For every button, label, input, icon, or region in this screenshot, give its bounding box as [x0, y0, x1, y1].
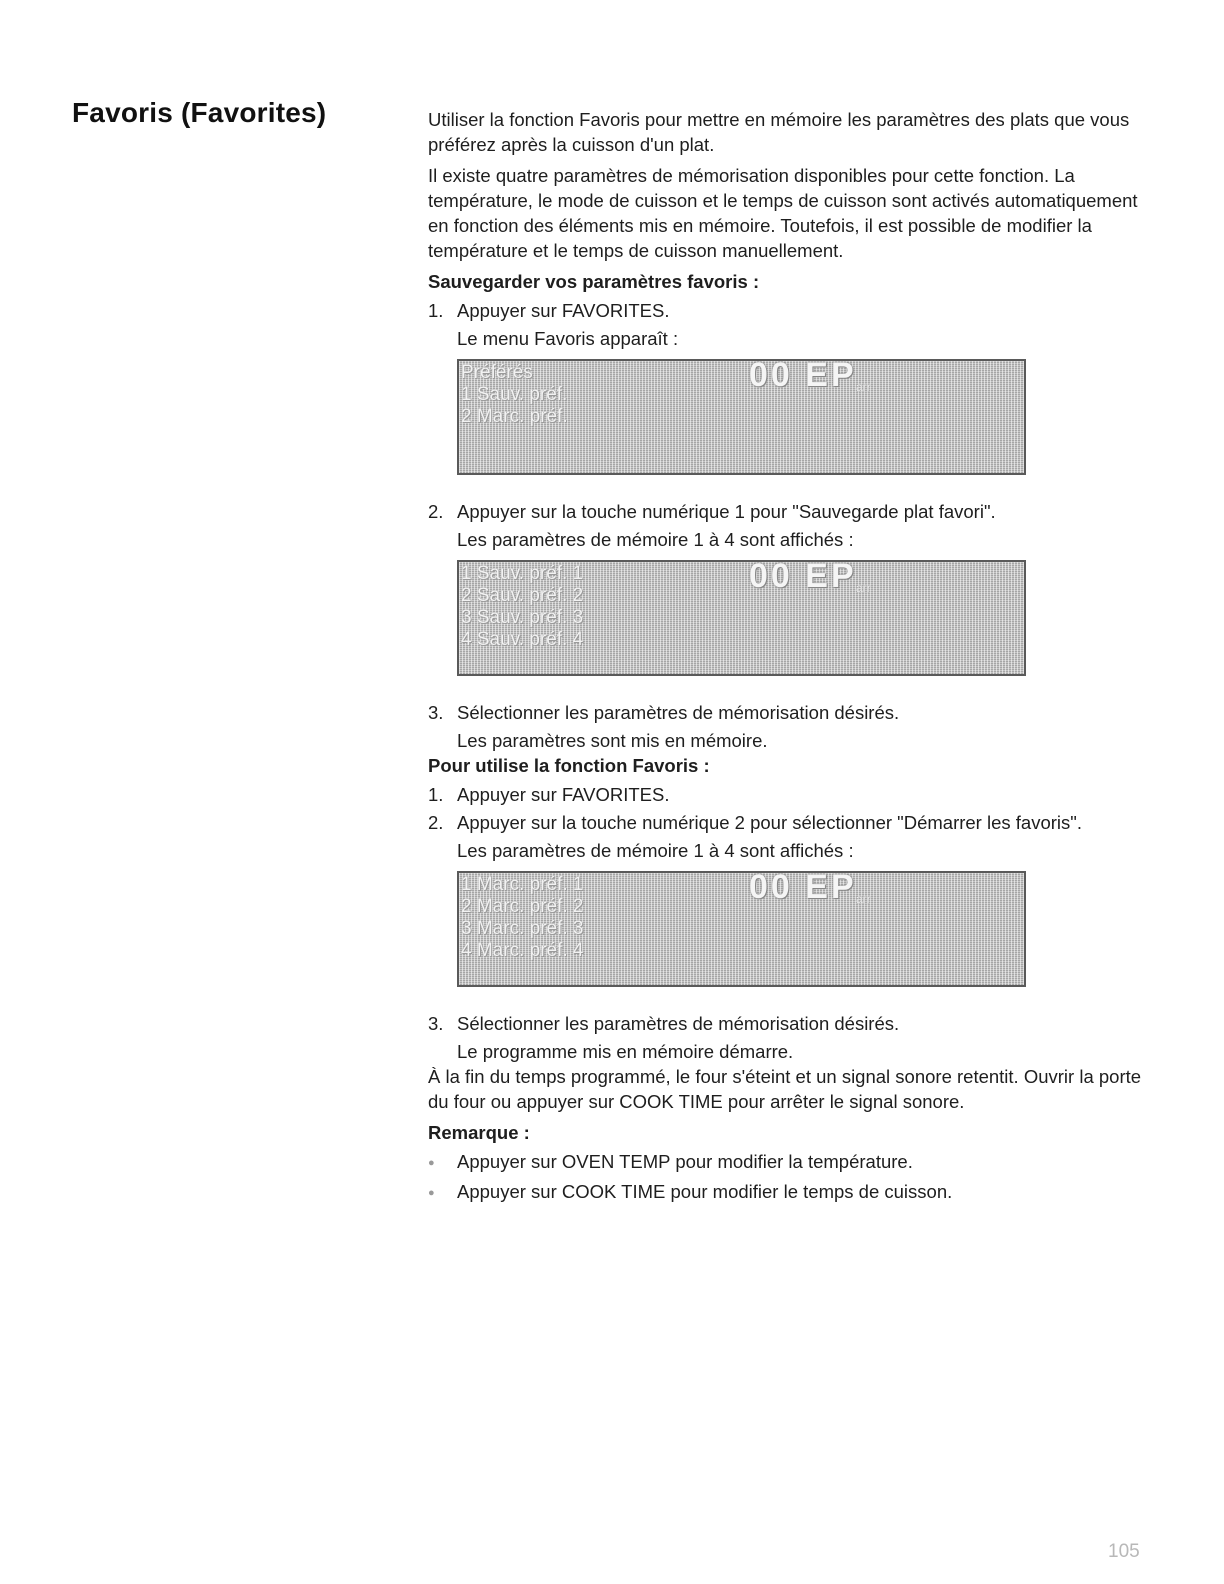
- lcd-line: 4 Marc. préf. 4: [461, 940, 584, 961]
- lcd-display-start-slots: [457, 871, 1026, 987]
- use-step-3-note: Le programme mis en mémoire démarre.: [457, 1041, 794, 1062]
- step-number: 1.: [428, 784, 444, 805]
- bullet-icon: ●: [428, 1187, 435, 1199]
- step-number: 3.: [428, 1013, 444, 1034]
- bullet-icon: ●: [428, 1157, 435, 1169]
- step-text: Appuyer sur FAVORITES.: [457, 300, 670, 321]
- remark-text: Appuyer sur OVEN TEMP pour modifier la température.: [457, 1151, 913, 1172]
- lcd-display-favorites-menu: [457, 359, 1026, 475]
- save-step-1: [428, 298, 1148, 323]
- lcd-line: 1 Sauv. préf. 1: [461, 563, 584, 584]
- use-step-3: [428, 1011, 1148, 1036]
- save-step-1-note: Le menu Favoris apparaît :: [457, 328, 679, 349]
- step-number: 3.: [428, 702, 444, 723]
- lcd-line: 3 Marc. préf. 3: [461, 918, 584, 939]
- intro-paragraph-2: Il existe quatre paramètres de mémorisation disponibles pour cette fonction. La température, le mode de cuisson et le temps de cuisson sont activés automatiquement en fonction des éléments mis en mémoire. Toutefois, il est possible de modifier la température et le temps de cuisson manuellement.: [428, 165, 1138, 261]
- main-content: [428, 107, 1148, 1209]
- step-text: Appuyer sur FAVORITES.: [457, 784, 670, 805]
- section-title: Favoris (Favorites): [72, 97, 327, 128]
- lcd-line: Préférés: [461, 362, 533, 383]
- use-step-1: [428, 782, 1148, 807]
- intro-paragraph-1: Utiliser la fonction Favoris pour mettre en mémoire les paramètres des plats que vous préférez après la cuisson d'un plat.: [428, 109, 1130, 155]
- remark-text: Appuyer sur COOK TIME pour modifier le temps de cuisson.: [457, 1181, 953, 1202]
- lcd-mode-readout: 00 EP: [749, 560, 857, 595]
- lcd-line: 4 Sauv. préf. 4: [461, 629, 584, 650]
- lcd-line: 1 Sauv. préf.: [461, 384, 568, 405]
- lcd-unit-label: arr: [856, 892, 871, 906]
- step-number: 2.: [428, 501, 444, 522]
- save-step-3-note: Les paramètres sont mis en mémoire.: [457, 730, 768, 751]
- save-step-2-note: Les paramètres de mémoire 1 à 4 sont affichés :: [457, 529, 854, 550]
- lcd-line: 2 Sauv. préf. 2: [461, 585, 584, 606]
- step-text: Sélectionner les paramètres de mémorisation désirés.: [457, 702, 900, 723]
- save-heading: Sauvegarder vos paramètres favoris :: [428, 271, 760, 292]
- lcd-unit-label: arr: [856, 581, 871, 595]
- lcd-display-save-slots: [457, 560, 1026, 676]
- use-heading: Pour utilise la fonction Favoris :: [428, 755, 710, 776]
- lcd-line: 2 Marc. préf. 2: [461, 896, 584, 917]
- lcd-line: 3 Sauv. préf. 3: [461, 607, 584, 628]
- step-text: Appuyer sur la touche numérique 1 pour "Sauvegarde plat favori".: [457, 501, 996, 522]
- use-step-2-note: Les paramètres de mémoire 1 à 4 sont affichés :: [457, 840, 854, 861]
- end-of-cooking-paragraph: À la fin du temps programmé, le four s'éteint et un signal sonore retentit. Ouvrir la porte du four ou appuyer sur COOK TIME pour arrêter le signal sonore.: [428, 1066, 1142, 1112]
- save-step-2: [428, 499, 1148, 524]
- step-number: 1.: [428, 300, 444, 321]
- lcd-unit-label: arr: [856, 380, 871, 394]
- page-number: 105: [1108, 1541, 1140, 1562]
- lcd-line: 2 Marc. préf.: [461, 406, 568, 427]
- lcd-mode-readout: 00 EP: [749, 871, 857, 906]
- lcd-start-lines: [461, 874, 584, 962]
- step-number: 2.: [428, 812, 444, 833]
- save-step-3: [428, 700, 1148, 725]
- lcd-menu-lines: [461, 362, 568, 428]
- lcd-mode-readout: 00 EP: [749, 359, 857, 394]
- use-step-2: [428, 810, 1148, 835]
- step-text: Sélectionner les paramètres de mémorisation désirés.: [457, 1013, 900, 1034]
- remark-heading: Remarque :: [428, 1122, 530, 1143]
- lcd-save-lines: [461, 563, 583, 651]
- remark-item: [428, 1149, 1148, 1176]
- lcd-line: 1 Marc. préf. 1: [461, 874, 584, 895]
- step-text: Appuyer sur la touche numérique 2 pour sélectionner "Démarrer les favoris".: [457, 812, 1082, 833]
- remark-item: [428, 1179, 1148, 1206]
